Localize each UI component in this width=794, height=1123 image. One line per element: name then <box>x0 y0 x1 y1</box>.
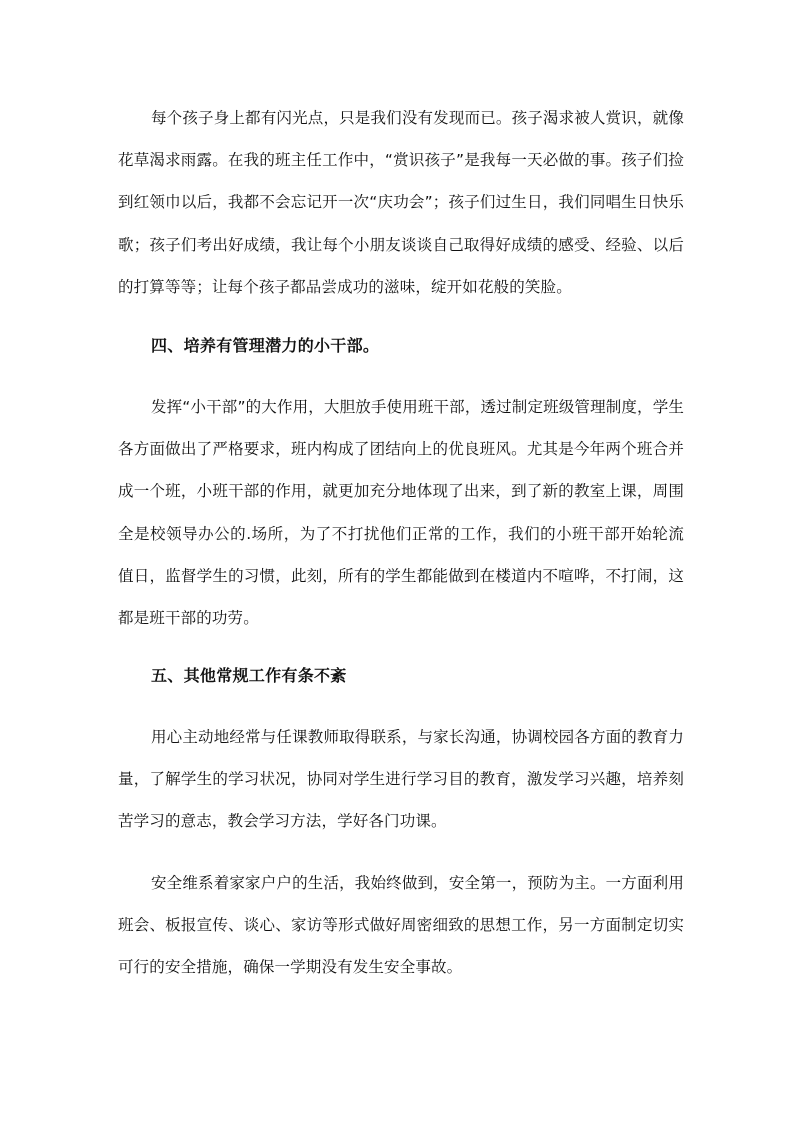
paragraph-safety: 安全维系着家家户户的生活，我始终做到，安全第一，预防为主。一方面利用班会、板报宣传、谈心、家访等形式做好周密细致的思想工作，另一方面制定切实可行的安全措施，确保一学期没有发生安全事故。 <box>118 874 684 977</box>
section-heading-5: 五、其他常规工作有条不紊 <box>151 666 347 685</box>
paragraph-teacher-contact: 用心主动地经常与任课教师取得联系，与家长沟通，协调校园各方面的教育力量，了解学生的学习状况，协同对学生进行学习目的教育，激发学习兴趣，培养刻苦学习的意志，教会学习方法，学好各门功课。 <box>118 728 684 831</box>
paragraph-class-cadres: 发挥“小干部”的大作用，大胆放手使用班干部，透过制定班级管理制度，学生各方面做出了严格要求，班内构成了团结向上的优良班风。尤其是今年两个班合并成一个班，小班干部的作用，就更加充分地体现了出来，到了新的教室上课，周围全是校领导办公的.场所，为了不打扰他们正常的工作，我们的小班干部开始轮流值日，监督学生的习惯，此刻，所有的学生都能做到在楼道内不喧哗，不打闹，这都是班干部的功劳。 <box>118 398 684 628</box>
section-heading-4: 四、培养有管理潜力的小干部。 <box>151 336 380 355</box>
paragraph-praise-children: 每个孩子身上都有闪光点，只是我们没有发现而已。孩子渴求被人赏识，就像花草渴求雨露。在我的班主任工作中，“赏识孩子”是我每一天必做的事。孩子们捡到红领巾以后，我都不会忘记开一次“庆功会”；孩子们过生日，我们同唱生日快乐歌；孩子们考出好成绩，我让每个小朋友谈谈自己取得好成绩的感受、经验、以后的打算等等；让每个孩子都品尝成功的滋味，绽开如花般的笑脸。 <box>118 109 684 296</box>
